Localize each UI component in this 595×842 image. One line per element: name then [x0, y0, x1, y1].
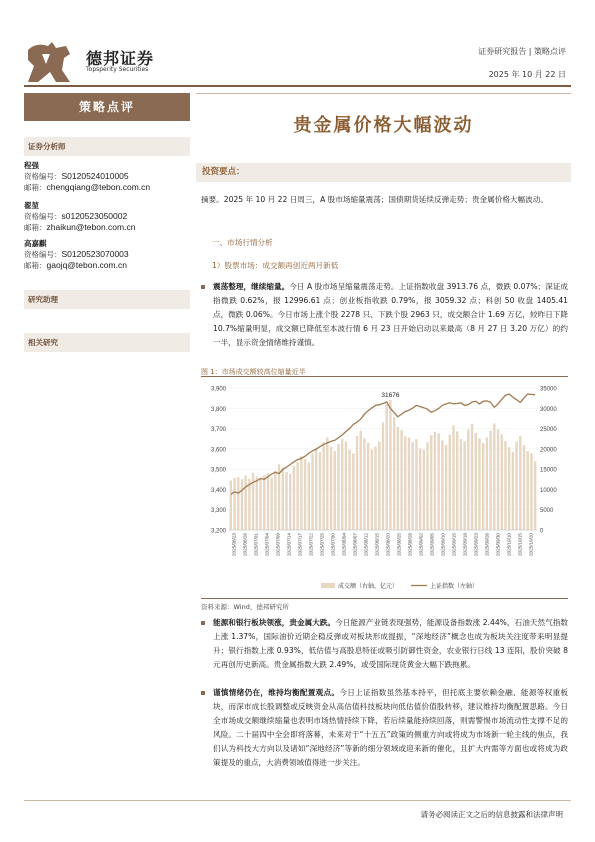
legend-label: 成交额（右轴，亿元）: [338, 583, 399, 590]
bullet-icon: [201, 621, 205, 625]
email-label: 邮箱：: [24, 183, 47, 192]
x-axis-tick-label: 2025/07/30: [330, 533, 336, 556]
turnover-bar: [497, 429, 499, 530]
x-axis-tick-label: 2025/08/28: [407, 533, 413, 556]
turnover-bar: [263, 475, 265, 530]
right-axis-tick-label: 25000: [540, 427, 557, 434]
x-axis-tick-label: 2025/07/25: [319, 533, 325, 556]
bullet-icon: [201, 285, 205, 289]
x-axis-tick-label: 2025/08/07: [352, 533, 358, 556]
turnover-bar: [282, 468, 284, 530]
right-axis-tick-label: 10000: [540, 487, 557, 494]
left-axis-tick-label: 3,500: [210, 467, 226, 474]
turnover-bar: [270, 478, 272, 530]
turnover-bar: [348, 450, 350, 530]
turnover-bar: [404, 436, 406, 530]
turnover-bar: [330, 447, 332, 530]
left-axis-tick-label: 3,300: [210, 508, 226, 515]
x-axis-tick-label: 2025/07/22: [308, 533, 314, 556]
x-axis-tick-label: 2025/09/26: [484, 533, 490, 556]
turnover-bar: [237, 477, 239, 530]
turnover-bar: [356, 436, 358, 530]
turnover-bar: [530, 453, 532, 530]
turnover-bar: [308, 463, 310, 530]
paragraph-body: 今日上证指数虽然基本持平，但托底主要依赖金融、能源等权重板块，而深市成长股调整或反映资金从高估值科技板块向低估值价值股转移，建议维持均衡配置思路。今日全市场成交额继续缩量也表明市场热情持续下降，若后续量能持续回落，则需警惕市场流动性支撑不足的风险。二十届四中全会即将落幕，未来对于“十五五”政策的侧重方向或将成为市场新一轮主线的焦点，我们认为科技大方向以及诸如“深地经济”等新的细分领域或迎来新的催化，且扩大内需等方面也或将成为政策提及的重点，大消费领域值得进一步关注。: [213, 688, 568, 767]
x-axis-tick-label: 2025/09/23: [473, 533, 479, 556]
turnover-bar: [334, 451, 336, 530]
cert-number: S0120523070003: [61, 249, 129, 259]
cert-number: S0120524010005: [61, 171, 129, 181]
paragraph-lead: 谨慎情绪仍在，维持均衡配置观点。: [213, 688, 340, 697]
turnover-bar: [449, 435, 451, 530]
paragraph-body: 今日能源产业链表现强势，能源设备指数涨 2.44%，石油天然气指数上涨 1.37%，国际油价近期企稳反弹或对板块形成提振，“深地经济”概念也成为板块关注度带来明显提升；银行指数上涨 0.93%，低估值与高股息特征或吸引防御性资金，农业银行日线 13 连阳，股价突破 8 元再创历史新高。贵金属指数大跌 2.49%，或受国际现货黄金大幅下跌拖累。: [213, 618, 568, 669]
turnover-bar: [508, 447, 510, 530]
turnover-bar: [337, 444, 339, 530]
turnover-bar: [367, 443, 369, 530]
turnover-bar: [493, 423, 495, 530]
turnover-bar: [371, 450, 373, 530]
left-axis-tick-label: 3,700: [210, 427, 226, 434]
turnover-bar: [419, 448, 421, 530]
analyst-3: [24, 238, 194, 271]
turnover-bar: [363, 438, 365, 530]
report-type: 证券研究报告 | 策略点评: [478, 47, 566, 56]
turnover-bar: [501, 434, 503, 530]
x-axis-tick-label: 2025/06/23: [231, 533, 237, 556]
turnover-bar: [341, 439, 343, 530]
turnover-bar: [534, 461, 536, 530]
turnover-bar: [441, 440, 443, 530]
x-axis-tick-label: 2025/08/25: [396, 533, 402, 556]
research-assistant-heading: 研究助理: [24, 290, 190, 309]
paragraph-sectors: [201, 616, 568, 672]
turnover-bar: [322, 442, 324, 530]
email-label: 邮箱：: [24, 261, 47, 270]
turnover-bar: [230, 481, 232, 530]
turnover-bar: [463, 441, 465, 530]
turnover-bar: [415, 439, 417, 530]
x-axis-tick-label: 2025/08/12: [363, 533, 369, 556]
company-logo: [26, 40, 74, 84]
section-heading: 一、市场行情分析: [212, 238, 273, 247]
turnover-bar: [393, 417, 395, 530]
x-axis-tick-label: 2025/07/09: [275, 533, 281, 556]
right-axis-tick-label: 30000: [540, 406, 557, 413]
legend-swatch-bar: [321, 583, 335, 588]
paragraph-market: [201, 280, 568, 350]
left-axis-tick-label: 3,800: [210, 406, 226, 413]
analyst-email[interactable]: chengqiang@tebon.com.cn: [46, 182, 151, 192]
paragraph-outlook: [201, 686, 568, 770]
analyst-email[interactable]: zhaikun@tebon.com.cn: [46, 222, 136, 232]
turnover-bar: [467, 429, 469, 530]
figure-divider: [201, 376, 568, 377]
right-axis-tick-label: 35000: [540, 386, 557, 393]
paragraph-lead: 能源和银行板块领涨，贵金属大跌。: [213, 618, 336, 627]
x-axis-tick-label: 2025/10/10: [506, 533, 512, 556]
turnover-bar: [482, 443, 484, 530]
figure-source: 资料来源：Wind，德邦研究所: [201, 603, 289, 611]
analyst-name: 程强: [24, 161, 39, 170]
key-points-heading: 投资要点：: [196, 163, 571, 182]
turnover-bar: [326, 437, 328, 530]
turnover-bar: [241, 479, 243, 530]
x-axis-tick-label: 2025/10/15: [517, 533, 523, 556]
right-axis-tick-label: 5000: [540, 508, 554, 515]
turnover-bar: [437, 433, 439, 530]
turnover-bar: [274, 471, 276, 530]
analyst-email[interactable]: gaojq@tebon.com.cn: [46, 260, 127, 270]
x-axis-tick-label: 2025/08/15: [374, 533, 380, 556]
turnover-bar: [426, 442, 428, 530]
cert-label: 资格编号：: [24, 172, 62, 181]
x-axis-tick-label: 2025/07/04: [264, 533, 270, 556]
turnover-bar: [471, 424, 473, 530]
turnover-bar: [386, 404, 388, 530]
turnover-bar: [519, 436, 521, 530]
turnover-bar: [504, 441, 506, 530]
x-axis-tick-label: 2025/09/15: [451, 533, 457, 556]
abstract: 摘要。2025 年 10 月 22 日周三，A 股市场缩量震荡；国债期货延续反弹走势；贵金属价格大幅波动。: [201, 195, 548, 204]
x-axis-tick-label: 2025/08/20: [385, 533, 391, 556]
turnover-bar: [434, 432, 436, 530]
figure-divider: [201, 598, 568, 599]
header-divider: [24, 85, 571, 87]
turnover-bar: [456, 431, 458, 530]
legend-label: 上证指数（左轴）: [430, 583, 479, 590]
paragraph-body: 今日 A 股市场呈缩量震荡走势。上证指数收盘 3913.76 点，微跌 0.07%；深证成指微跌 0.62%，报 12996.61 点；创业板指收跌 0.79%，报 3059.32 点；科创 50 收盘 1405.41 点，微跌 0.06%。今日市场上涨个股 2278 只、下跌个股 2963 只，成交额合计 1.69 万亿，较昨日下降 10.7%缩量明显，成交额已降低至本波行情 6 月 23 日开始启动以来最高（8 月 27 日 3.20 万亿）的约一半，显示资金情绪维持谨慎。: [213, 282, 569, 347]
peak-data-label: 31676: [381, 392, 400, 400]
turnover-bar: [411, 442, 413, 530]
x-axis-tick-label: 2025/09/05: [429, 533, 435, 556]
turnover-bar: [245, 476, 247, 530]
x-axis-tick-label: 2025/08/04: [341, 533, 347, 556]
cert-number: s0120523050002: [61, 211, 128, 221]
sidebar-title: 策略点评: [24, 93, 190, 121]
right-axis-tick-label: 20000: [540, 447, 557, 454]
turnover-bar: [293, 466, 295, 530]
page-title: 贵金属价格大幅波动: [196, 93, 571, 158]
turnover-bar: [460, 439, 462, 530]
turnover-bar: [259, 478, 261, 530]
related-research-heading: 相关研究: [24, 333, 190, 352]
left-axis-tick-label: 3,400: [210, 487, 226, 494]
turnover-bar: [285, 472, 287, 530]
turnover-bar: [233, 478, 235, 530]
turnover-bar: [296, 462, 298, 530]
x-axis-tick-label: 2025/09/10: [440, 533, 446, 556]
analyst-2: [24, 200, 194, 233]
turnover-bar: [515, 442, 517, 530]
x-axis-tick-label: 2025/07/17: [297, 533, 303, 556]
turnover-bar: [345, 442, 347, 530]
turnover-bar: [319, 452, 321, 530]
turnover-bar: [311, 453, 313, 530]
turnover-bar: [256, 476, 258, 530]
paragraph-lead: 震荡整理，继续缩量。: [213, 282, 290, 291]
analyst-name: 高嘉麒: [24, 239, 47, 248]
email-label: 邮箱：: [24, 223, 47, 232]
turnover-bar: [360, 431, 362, 530]
x-axis-tick-label: 2025/09/18: [462, 533, 468, 556]
analyst-name: 翟堃: [24, 201, 39, 210]
turnover-bar: [423, 450, 425, 530]
analyst-1: [24, 160, 194, 193]
turnover-bar: [400, 430, 402, 530]
turnover-bar: [523, 445, 525, 530]
x-axis-tick-label: 2025/07/01: [253, 533, 259, 556]
x-axis-tick-label: 2025/10/20: [528, 533, 534, 556]
turnover-bar: [378, 442, 380, 530]
turnover-bar: [315, 448, 317, 530]
turnover-bar: [289, 474, 291, 530]
left-axis-tick-label: 3,600: [210, 447, 226, 454]
cert-label: 资格编号：: [24, 250, 62, 259]
turnover-bar: [397, 427, 399, 530]
turnover-bar: [452, 425, 454, 530]
left-axis-tick-label: 3,900: [210, 386, 226, 393]
turnover-bar: [352, 453, 354, 530]
brand-english-name: Topsperity Securities: [86, 66, 149, 73]
turnover-bar: [374, 446, 376, 530]
turnover-bar: [267, 473, 269, 530]
report-date: 2025 年 10 月 22 日: [488, 70, 566, 79]
turnover-bar: [512, 452, 514, 530]
turnover-bar: [304, 459, 306, 530]
turnover-bar: [300, 456, 302, 530]
turnover-chart: [201, 378, 568, 596]
turnover-bar: [445, 445, 447, 530]
left-axis-tick-label: 3,200: [210, 528, 226, 535]
right-axis-tick-label: 15000: [540, 467, 557, 474]
turnover-bar: [430, 435, 432, 530]
x-axis-tick-label: 2025/09/02: [418, 533, 424, 556]
cert-label: 资格编号：: [24, 212, 62, 221]
analyst-heading: 证券分析师: [24, 137, 190, 156]
turnover-bar: [489, 431, 491, 530]
turnover-bar: [389, 400, 391, 530]
brand-name: 德邦证券: [86, 49, 155, 68]
turnover-bar: [478, 438, 480, 530]
turnover-bar: [382, 422, 384, 530]
right-axis-tick-label: 0: [540, 528, 544, 535]
turnover-bar: [248, 479, 250, 530]
bullet-icon: [201, 691, 205, 695]
x-axis-tick-label: 2025/09/30: [495, 533, 501, 556]
x-axis-tick-label: 2025/06/26: [242, 533, 248, 556]
x-axis-tick-label: 2025/07/14: [286, 533, 292, 556]
turnover-bar: [486, 437, 488, 530]
subsection-heading: 1）股票市场：成交额再创近两月新低: [212, 261, 339, 270]
figure-title: 图 1：市场成交额较高位缩量近半: [201, 368, 306, 376]
disclaimer: 请务必阅读正文之后的信息披露和法律声明: [420, 810, 563, 819]
turnover-bar: [527, 451, 529, 530]
footer-divider: [24, 800, 571, 801]
turnover-bar: [475, 433, 477, 530]
turnover-bar: [408, 437, 410, 530]
